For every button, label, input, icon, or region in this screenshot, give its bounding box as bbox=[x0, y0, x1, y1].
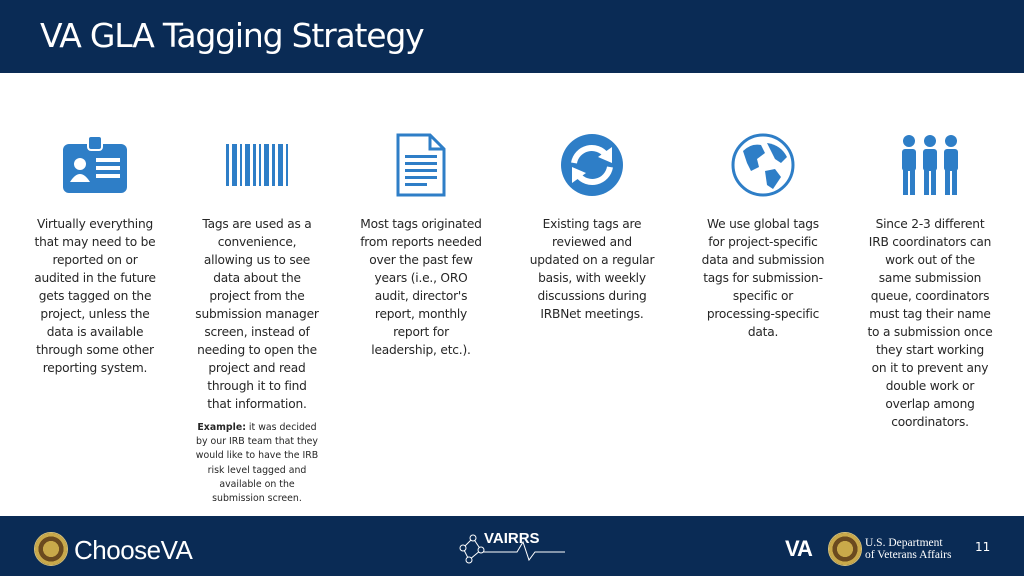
column-6 bbox=[850, 130, 1010, 431]
example-text: it was decided by our IRB team that they would like to have the IRB risk level tagged and available on the submission screen. bbox=[195, 422, 319, 505]
example-label: Example: bbox=[197, 422, 246, 433]
va-seal-logo bbox=[34, 532, 68, 566]
vairrs-logo: VAIRRS bbox=[484, 530, 540, 547]
column-text: Tags are used as a convenience, allowing us to see data about the project from the submission manager screen, instead of needing to open the project and read through it to find that information. bbox=[195, 217, 319, 411]
page-number: 11 bbox=[975, 540, 991, 554]
column-5 bbox=[683, 130, 843, 341]
column-text: Virtually everything that may need to be reported on or audited in the future gets tagged on the project, unless the data is available through some other reporting system. bbox=[34, 217, 156, 375]
column-4 bbox=[512, 130, 672, 323]
department-line-2: of Veterans Affairs bbox=[865, 549, 952, 561]
slide-header bbox=[0, 0, 1024, 73]
column-1 bbox=[15, 130, 175, 377]
dept-seal-logo bbox=[828, 532, 862, 566]
column-text: Existing tags are reviewed and updated on a regular basis, with weekly discussions during IRBNet meetings. bbox=[529, 217, 655, 321]
sync-icon bbox=[557, 130, 627, 200]
choose-va-logo: ChooseVA bbox=[74, 535, 193, 565]
id-badge-icon bbox=[60, 130, 130, 200]
va-mark-logo: VA bbox=[785, 536, 812, 561]
slide-title: VA GLA Tagging Strategy bbox=[40, 16, 424, 55]
document-icon bbox=[386, 130, 456, 200]
column-text: Most tags originated from reports needed over the past few years (i.e., ORO audit, director's report, monthly report for leadership, etc.). bbox=[360, 217, 482, 357]
globe-icon bbox=[728, 130, 798, 200]
barcode-icon bbox=[222, 130, 292, 200]
example-note bbox=[192, 421, 322, 506]
column-text: Since 2-3 different IRB coordinators can work out of the same submission queue, coordinators must tag their name to a submission once they start working on it to prevent any double work or overlap among coordinators. bbox=[867, 217, 993, 429]
column-2 bbox=[177, 130, 337, 506]
people-group-icon bbox=[895, 130, 965, 200]
department-name bbox=[865, 537, 951, 561]
column-3 bbox=[341, 130, 501, 359]
column-text: We use global tags for project-specific data and submission tags for submission- specific or processing-specific data. bbox=[701, 217, 825, 339]
department-line-1: U.S. Department bbox=[865, 537, 943, 549]
